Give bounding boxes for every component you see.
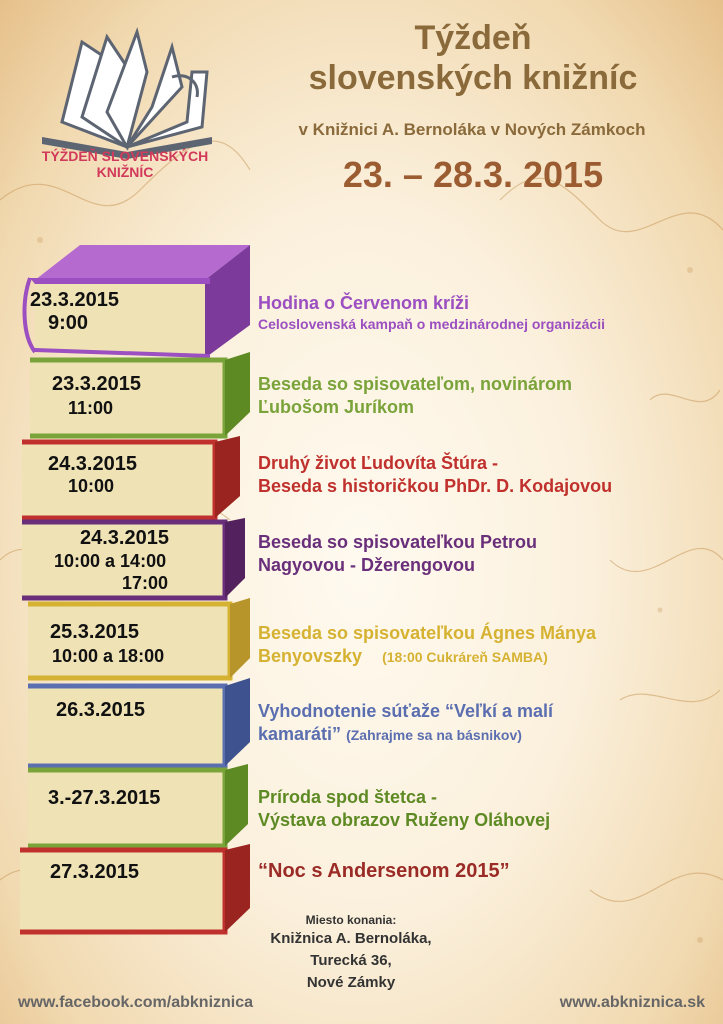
event-dates: 23. – 28.3. 2015 — [342, 154, 604, 195]
event-5-note: (18:00 Cukráreň SAMBA) — [382, 649, 548, 665]
page-subtitle: v Knižnici A. Bernoláka v Nových Zámkoch — [298, 120, 646, 139]
page-title: Týždeň slovenských knižníc — [308, 19, 638, 97]
event-7-date: 3.-27.3.2015 — [48, 787, 161, 809]
event-6-note: (Zahrajme sa na básnikov) — [346, 727, 522, 743]
event-3-time: 10:00 — [68, 476, 115, 496]
book-event-7 — [10, 764, 260, 850]
event-2-date: 23.3.2015 — [52, 373, 141, 395]
book-event-1 — [10, 240, 260, 360]
event-4-title: Beseda so spisovateľkou Petrou Nagyovou - Džerengovou — [258, 532, 538, 575]
book-icon — [10, 436, 260, 522]
book-event-8 — [10, 844, 260, 936]
website-link[interactable]: www.abkniznica.sk — [559, 994, 705, 1011]
book-event-2 — [10, 352, 260, 442]
event-1-title: Hodina o Červenom kríži Celoslovenská kampaň o medzinárodnej organizácii — [258, 293, 605, 332]
facebook-link[interactable]: www.facebook.com/abkniznica — [18, 994, 254, 1011]
event-6-title: Vyhodnotenie súťaže “Veľkí a malí kamaráti” (Zahrajme sa na básnikov) — [258, 701, 553, 744]
event-4-time2: 17:00 — [122, 573, 169, 593]
event-5-date: 25.3.2015 — [50, 621, 139, 643]
book-event-6 — [10, 678, 260, 770]
event-5-time: 10:00 a 18:00 — [52, 646, 165, 666]
event-1-time: 9:00 — [48, 312, 89, 334]
book-icon — [10, 352, 260, 442]
book-icon — [10, 844, 260, 936]
event-7-title: Príroda spod štetca - Výstava obrazov Ruženy Oláhovej — [258, 787, 551, 830]
event-6-date: 26.3.2015 — [56, 699, 145, 721]
logo-caption: TÝŽDEŇ SLOVENSKÝCH KNIŽNÍC — [41, 148, 209, 180]
event-2-time: 11:00 — [68, 398, 114, 418]
event-8-date: 27.3.2015 — [50, 861, 139, 883]
book-event-3 — [10, 436, 260, 522]
event-8-title: “Noc s Andersenom 2015” — [258, 860, 510, 882]
book-icon — [10, 678, 260, 770]
event-5-title: Beseda so spisovateľkou Ágnes Mánya Benyovszky (18:00 Cukráreň SAMBA) — [258, 623, 597, 666]
event-4-time: 10:00 a 14:00 — [54, 551, 167, 571]
event-4-date: 24.3.2015 — [80, 527, 169, 549]
event-3-title: Druhý život Ľudovíta Štúra - Beseda s historičkou PhDr. D. Kodajovou — [258, 453, 613, 496]
book-event-5 — [10, 598, 260, 682]
venue-info: Miesto konania: Knižnica A. Bernoláka, Turecká 36, Nové Zámky — [270, 913, 432, 991]
book-event-4 — [10, 518, 260, 602]
event-3-date: 24.3.2015 — [48, 453, 137, 475]
event-2-title: Beseda so spisovateľom, novinárom Ľubošom Juríkom — [258, 374, 573, 417]
event-1-date: 23.3.2015 — [30, 289, 119, 311]
